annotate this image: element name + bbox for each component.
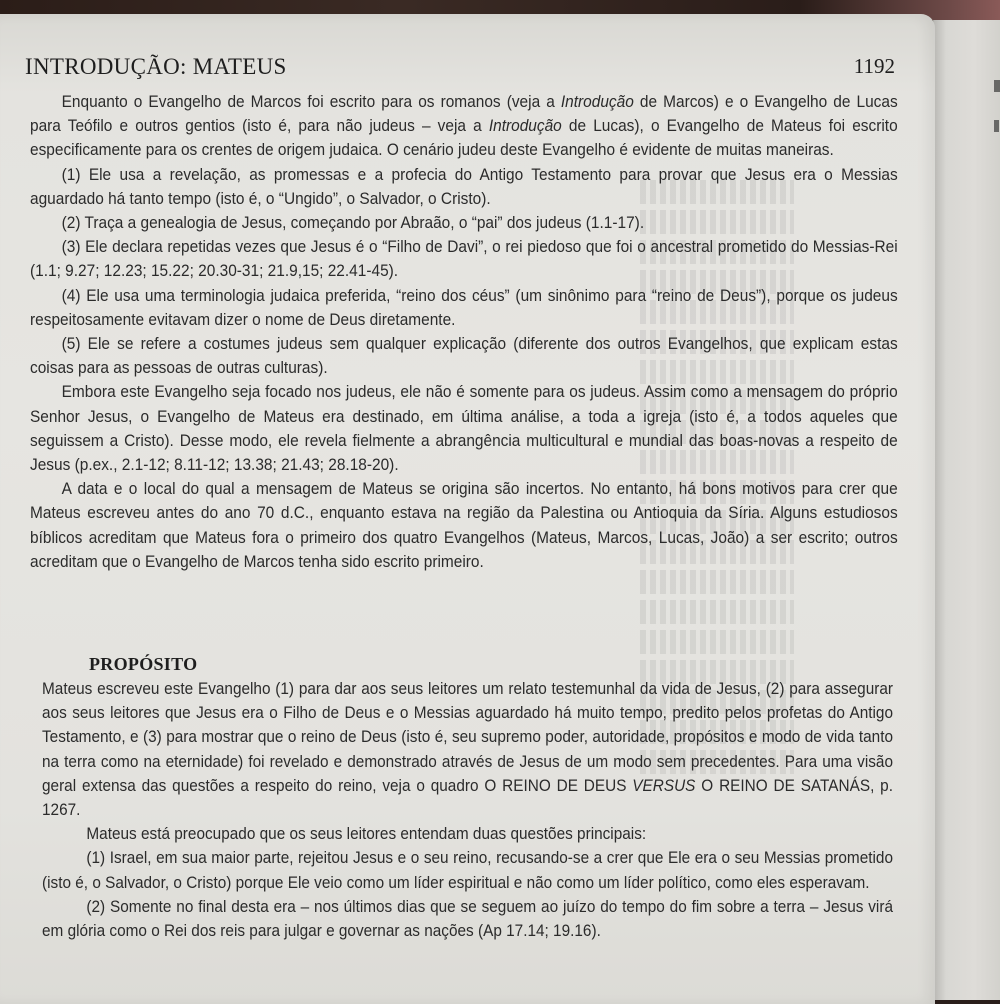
section-heading-proposito: PROPÓSITO	[89, 654, 198, 674]
introduction-body	[30, 90, 898, 574]
point-2: (2) Traça a genealogia de Jesus, começando por Abraão, o “pai” dos judeus (1.1-17).	[61, 213, 645, 233]
text-run: de Lucas), o Evangelho de Mateus foi escrito especificamente para os crentes de origem judaica. O cenário judeu deste Evangelho é evidente de muitas maneiras.	[30, 116, 898, 160]
text-run: Mateus escreveu este Evangelho (1) para dar aos seus leitores um relato testemunhal da vida de Jesus, (2) para assegurar aos seus leitores que Jesus era o Filho de Deus e o Messias aguardado há muito tempo, predito pelos profetas do Antigo Testamento, e (3) para mostrar que o reino de Deus (isto é, seu supremo poder, autoridade, propósitos e modo de vida tanto na terra como na eternidade) foi revelado e demonstrado através de Jesus de um modo sem precedentes. Para uma visão geral extensa das questões a respeito do reino, veja o quadro O REINO DE DEUS	[42, 679, 893, 795]
italic-text: VERSUS	[632, 775, 696, 795]
point-4: (4) Ele usa uma terminologia judaica preferida, “reino dos céus” (um sinônimo para “reino de Deus”), porque os judeus respeitosamente evitavam dizer o nome de Deus diretamente.	[30, 285, 898, 329]
date-paragraph: A data e o local do qual a mensagem de Mateus se origina são incertos. No entanto, há bons motivos para crer que Mateus escreveu antes do ano 70 d.C., enquanto estava na região da Palestina ou Antioquia da Síria. Alguns estudiosos bíblicos acreditam que Mateus fora o primeiro dos quatro Evangelhos (Mateus, Marcos, Lucas, João) a ser escrito; outros acreditam que o Evangelho de Marcos tenha sido escrito primeiro.	[30, 479, 898, 571]
next-page-text-fragment	[994, 120, 999, 132]
audience-paragraph: Embora este Evangelho seja focado nos judeus, ele não é somente para os judeus. Assim como a mensagem do próprio Senhor Jesus, o Evangelho de Mateus era destinado, em última análise, a toda a igreja (isto é, a todos aqueles que seguissem a Cristo). Desse modo, ele revela fielmente a abrangência multicultural e mundial das boas-novas a respeito de Jesus (p.ex., 2.1-12; 8.11-12; 13.38; 21.43; 28.18-20).	[30, 382, 898, 475]
question-2: (2) Somente no final desta era – nos últimos dias que se seguem ao juízo do tempo do fim sobre a terra – Jesus virá em glória como o Rei dos reis para julgar e governar as nações (Ap 17.14; 19.16).	[42, 896, 893, 941]
text-run: Enquanto o Evangelho de Marcos foi escrito para os romanos (veja a	[61, 92, 561, 111]
page-header	[25, 54, 895, 84]
questions-intro: Mateus está preocupado que os seus leitores entendam duas questões principais:	[86, 824, 647, 844]
next-page-text-fragment	[994, 80, 1000, 92]
text-run: de Marcos) e o Evangelho de Lucas para Teófilo e outros gentios (isto é, para não judeus – veja a	[30, 92, 898, 136]
question-1: (1) Israel, em sua maior parte, rejeitou Jesus e o seu reino, recusando-se a crer que Ele era o seu Messias prometido (isto é, o Salvador, o Cristo) porque Ele veio como um líder espiritual e não como um líder político, como eles esperavam.	[42, 848, 893, 892]
text-run: O REINO DE SATANÁS, p. 1267.	[42, 775, 893, 820]
page-number: 1192	[853, 54, 895, 78]
page-title: INTRODUÇÃO: MATEUS	[25, 54, 287, 79]
next-page-edge	[933, 20, 1000, 1000]
point-3: (3) Ele declara repetidas vezes que Jesus é o “Filho de Davi”, o rei piedoso que foi o ancestral prometido do Messias-Rei (1.1; 9.27; 12.23; 15.22; 20.30-31; 21.9,15; 22.41-45).	[30, 237, 898, 281]
purpose-body	[42, 677, 893, 943]
point-1: (1) Ele usa a revelação, as promessas e a profecia do Antigo Testamento para provar que Jesus era o Messias aguardado há tanto tempo (isto é, o “Ungido”, o Salvador, o Cristo).	[30, 164, 898, 208]
point-5: (5) Ele se refere a costumes judeus sem qualquer explicação (diferente dos outros Evangelhos, que explicam estas coisas para as pessoas de outras culturas).	[30, 334, 898, 378]
italic-text: Introdução	[560, 92, 634, 111]
intro-paragraph	[30, 90, 898, 163]
italic-text: Introdução	[488, 116, 562, 136]
purpose-paragraph	[42, 677, 893, 822]
